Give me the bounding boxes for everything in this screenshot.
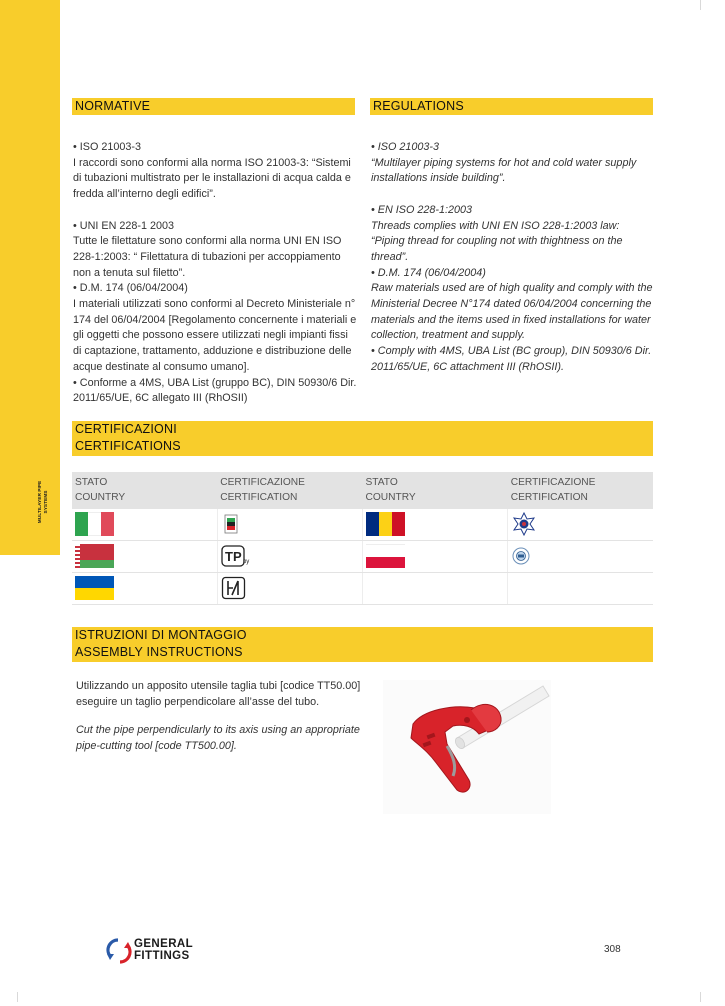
side-label-line1: MULTILAYER PIPE bbox=[38, 480, 43, 524]
normative-paragraph: I materiali utilizzati sono conformi al Decreto Ministeriale n° 174 del 06/04/2004 [Regolamento concernente i materiali e gli oggetti che possono essere utilizzati negli impianti fissi di captazione, trattamento, adduzione e distribuzione delle acque destinate al consumo umano]. bbox=[73, 298, 357, 373]
header-label-en: COUNTRY bbox=[365, 491, 416, 503]
regulations-paragraph: • EN ISO 228-1:2003 bbox=[371, 203, 473, 216]
country-cell bbox=[72, 572, 217, 604]
country-cell bbox=[72, 540, 217, 572]
normative-paragraph: I raccordi sono conformi alla norma ISO 21003-3: “Sistemi di tubazioni multistrato per le installazioni di acqua calda e fredda all’interno degli edifici”. bbox=[73, 156, 351, 201]
certifications-title-en: CERTIFICATIONS bbox=[75, 439, 181, 453]
empty-cell bbox=[363, 572, 508, 604]
normative-paragraph: • D.M. 174 (06/04/2004) bbox=[73, 282, 188, 295]
header-label-en: CERTIFICATION bbox=[510, 491, 588, 503]
regulations-paragraph: Threads complies with UNI EN ISO 228-1:2003 law: “Piping thread for coupling not with thightness on the thread”. bbox=[371, 219, 623, 263]
regulations-spacer bbox=[371, 187, 656, 203]
header-label-en: COUNTRY bbox=[75, 491, 126, 503]
certifications-heading bbox=[72, 421, 653, 456]
romania-flag-icon bbox=[366, 512, 405, 536]
regulations-paragraph: Raw materials used are of high quality and comply with the Ministerial Decree N°174 dated 06/04/2004 concerning the materials and the items used in fixed installations for water collection, treatment and supply. bbox=[371, 282, 653, 342]
table-row bbox=[72, 572, 653, 604]
table-row bbox=[72, 540, 653, 572]
polish-cert-seal-icon bbox=[511, 546, 531, 566]
general-fittings-logo bbox=[106, 937, 216, 965]
assembly-heading bbox=[72, 627, 653, 662]
brand-name bbox=[134, 939, 193, 962]
romanian-cert-seal-icon bbox=[511, 512, 537, 536]
regulations-title: REGULATIONS bbox=[373, 99, 464, 113]
header-label-it: CERTIFICAZIONE bbox=[510, 476, 596, 488]
assembly-title-it: ISTRUZIONI DI MONTAGGIO bbox=[75, 628, 247, 642]
normative-spacer bbox=[73, 203, 358, 219]
page-number: 308 bbox=[604, 944, 621, 955]
certifications-table bbox=[72, 472, 653, 605]
side-section-label bbox=[24, 476, 54, 536]
tp-mark-logo-icon bbox=[221, 545, 251, 567]
regulations-heading bbox=[370, 98, 653, 115]
italy-flag-icon bbox=[75, 512, 114, 536]
certification-cell bbox=[217, 540, 362, 572]
header-cell-certification bbox=[217, 472, 362, 508]
crop-mark-bottom-right bbox=[700, 992, 710, 1002]
assembly-instructions-text bbox=[76, 678, 386, 754]
pipe-cutter-illustration bbox=[383, 680, 551, 814]
normative-paragraph: • Conforme a 4MS, UBA List (gruppo BC), DIN 50930/6 Dir. 2011/65/UE, 6C allegato III (RhOSII) bbox=[73, 376, 357, 405]
normative-paragraph: Tutte le filettature sono conformi alla norma UNI EN ISO 228-1:2003: “ Filettatura di tubazioni per accoppiamento non a tenuta sul filetto”. bbox=[73, 235, 342, 279]
assembly-title-en: ASSEMBLY INSTRUCTIONS bbox=[75, 645, 243, 659]
normative-heading bbox=[72, 98, 355, 115]
certification-cell bbox=[508, 540, 653, 572]
regulations-paragraph: • ISO 21003-3 bbox=[371, 141, 440, 153]
poland-flag-icon bbox=[366, 544, 405, 568]
side-label-line2: SYSTEMS bbox=[44, 490, 49, 514]
brand-line1: GENERAL bbox=[134, 938, 194, 950]
header-label-it: STATO bbox=[365, 476, 398, 488]
svg-text:TP: TP bbox=[224, 549, 242, 564]
country-cell bbox=[72, 508, 217, 540]
crop-mark-bottom-left bbox=[8, 992, 18, 1002]
table-row bbox=[72, 508, 653, 540]
crop-mark-top-right bbox=[700, 0, 710, 10]
normative-body bbox=[73, 140, 358, 407]
header-label-it: CERTIFICAZIONE bbox=[220, 476, 305, 488]
ukraine-flag-icon bbox=[75, 576, 114, 600]
side-accent-band bbox=[0, 0, 60, 555]
normative-paragraph: • ISO 21003-3 bbox=[73, 141, 142, 153]
header-label-it: STATO bbox=[75, 476, 108, 488]
svg-text:ру: ру bbox=[242, 559, 250, 565]
regulations-paragraph: • Comply with 4MS, UBA List (BC group), DIN 50930/6 Dir. 2011/65/UE, 6C attachment III (RhOSII). bbox=[371, 345, 652, 373]
certification-cell bbox=[508, 508, 653, 540]
header-label-en: CERTIFICATION bbox=[220, 491, 298, 503]
brand-arrows-icon bbox=[106, 937, 132, 965]
empty-cell bbox=[508, 572, 653, 604]
belarus-flag-icon bbox=[75, 544, 114, 568]
country-cell bbox=[363, 540, 508, 572]
header-cell-country bbox=[363, 472, 508, 508]
header-cell-country bbox=[72, 472, 217, 508]
ukraine-cert-mark-icon bbox=[221, 576, 247, 600]
brand-line2: FITTINGS bbox=[134, 949, 190, 962]
italian-cert-logo-icon bbox=[221, 513, 241, 535]
normative-title: NORMATIVE bbox=[75, 99, 151, 113]
certification-cell bbox=[217, 572, 362, 604]
normative-paragraph: • UNI EN 228-1 2003 bbox=[73, 219, 175, 232]
header-cell-certification bbox=[508, 472, 653, 508]
certifications-title-it: CERTIFICAZIONI bbox=[75, 422, 177, 436]
regulations-body bbox=[371, 140, 656, 376]
regulations-paragraph: • D.M. 174 (06/04/2004) bbox=[371, 266, 486, 279]
regulations-paragraph: “Multilayer piping systems for hot and cold water supply installations inside building”. bbox=[371, 156, 637, 185]
certification-cell bbox=[217, 508, 362, 540]
country-cell bbox=[363, 508, 508, 540]
assembly-text-it: Utilizzando un apposito utensile taglia tubi [codice TT50.00] eseguire un taglio perpendicolare all’asse del tubo. bbox=[76, 680, 361, 708]
assembly-text-en: Cut the pipe perpendicularly to its axis using an appropriate pipe-cutting tool [code TT500.00]. bbox=[76, 724, 360, 752]
table-header-row bbox=[72, 472, 653, 508]
